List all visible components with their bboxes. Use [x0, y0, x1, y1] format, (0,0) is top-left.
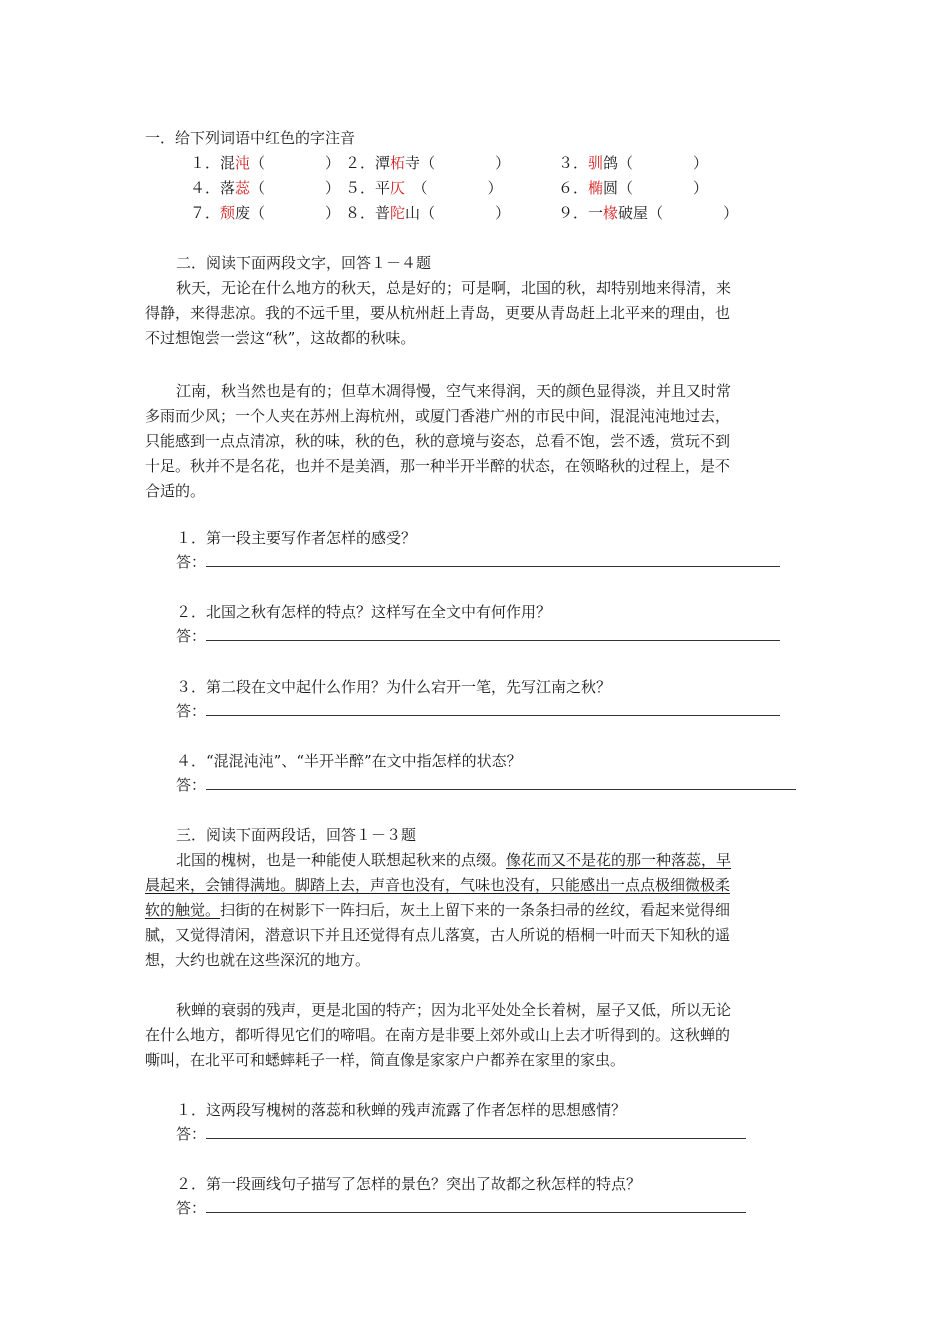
passage-line: 腻，又觉得清闲，潜意识下并且还觉得有点儿落寞，古人所说的梧桐一叶而天下知秋的遥: [145, 926, 731, 944]
passage-line: 北国的槐树，也是一种能使人联想起秋来的点缀。像花而又不是花的那一种落蕊，早: [176, 851, 732, 869]
answer-row: 答：: [176, 701, 780, 721]
answer-blank[interactable]: [206, 1124, 746, 1139]
passage-line: 只能感到一点点清凉，秋的味，秋的色，秋的意境与姿态，总看不饱，尝不透，赏玩不到: [145, 432, 731, 450]
answer-row: 答：: [176, 1124, 746, 1144]
passage-line: 嘶叫，在北平可和蟋蟀耗子一样，简直像是家家户户都养在家里的家虫。: [145, 1051, 626, 1069]
vocab-item: ３．驯鸽（ ）: [558, 154, 709, 172]
passage-line: 多雨而少风；一个人夹在苏州上海杭州，或厦门香港广州的市民中间，混混沌沌地过去，: [145, 407, 731, 425]
section3-title: 三．阅读下面两段话，回答１－３题: [176, 826, 417, 844]
vocab-item: ５．平仄 （ ）: [345, 179, 503, 197]
passage-line: 江南，秋当然也是有的；但草木凋得慢，空气来得润，天的颜色显得淡，并且又时常: [176, 382, 732, 400]
answer-row: 答：: [176, 1198, 746, 1218]
question-text: ２．第一段画线句子描写了怎样的景色？突出了故都之秋怎样的特点？: [176, 1175, 642, 1193]
passage-line: 软的触觉。扫街的在树影下一阵扫后，灰土上留下来的一条条扫帚的丝纹，看起来觉得细: [145, 901, 731, 919]
question-text: ２．北国之秋有怎样的特点？这样写在全文中有何作用？: [176, 603, 552, 621]
question-text: ４．“混混沌沌”、“半开半醉”在文中指怎样的状态？: [176, 752, 522, 770]
answer-blank[interactable]: [206, 701, 780, 716]
passage-line: 秋蝉的衰弱的残声，更是北国的特产；因为北平处处全长着树，屋子又低，所以无论: [176, 1001, 732, 1019]
vocab-item: ８．普陀山（ ）: [345, 204, 511, 222]
answer-blank[interactable]: [206, 1198, 746, 1213]
passage-line: 得静，来得悲凉。我的不远千里，要从杭州赶上青岛，更要从青岛赶上北平来的理由，也: [145, 304, 731, 322]
passage-line: 在什么地方，都听得见它们的啼唱。在南方是非要上郊外或山上去才听得到的。这秋蝉的: [145, 1026, 731, 1044]
underlined-sentence: 像花而又不是花的那一种落蕊，早: [506, 851, 732, 869]
answer-row: 答：: [176, 552, 780, 572]
answer-blank[interactable]: [206, 552, 780, 567]
underlined-sentence: 软的触觉。: [145, 901, 221, 919]
section1-title: 一．给下列词语中红色的字注音: [145, 129, 356, 147]
underlined-sentence: 晨起来，会铺得满地。脚踏上去，声音也没有，气味也没有，只能感出一点点极细微极柔: [145, 876, 731, 894]
vocab-item: ２．潭柘寺（ ）: [345, 154, 511, 172]
question-text: １．这两段写槐树的落蕊和秋蝉的残声流露了作者怎样的思想感情？: [176, 1101, 627, 1119]
vocab-item: ９．一椽破屋（ ）: [558, 204, 739, 222]
answer-blank[interactable]: [206, 626, 780, 641]
answer-row: 答：: [176, 775, 796, 795]
passage-line: 十足。秋并不是名花，也并不是美酒，那一种半开半醉的状态，在领略秋的过程上，是不: [145, 457, 731, 475]
section2-title: 二．阅读下面两段文字，回答１－４题: [176, 254, 432, 272]
passage-line: 秋天，无论在什么地方的秋天，总是好的；可是啊，北国的秋，却特别地来得清，来: [176, 279, 732, 297]
vocab-item: １．混沌（ ）: [190, 154, 341, 172]
vocab-item: ７．颓废（ ）: [190, 204, 341, 222]
passage-line: 合适的。: [145, 482, 206, 500]
passage-line: 想，大约也就在这些深沉的地方。: [145, 951, 371, 969]
question-text: ３．第二段在文中起什么作用？为什么宕开一笔，先写江南之秋？: [176, 678, 612, 696]
vocab-item: ４．落蕊（ ）: [190, 179, 341, 197]
answer-blank[interactable]: [206, 775, 796, 790]
question-text: １．第一段主要写作者怎样的感受？: [176, 529, 417, 547]
answer-row: 答：: [176, 626, 780, 646]
passage-line: 不过想饱尝一尝这“秋”，这故都的秋味。: [145, 329, 416, 347]
vocab-item: ６．椭圆（ ）: [558, 179, 709, 197]
